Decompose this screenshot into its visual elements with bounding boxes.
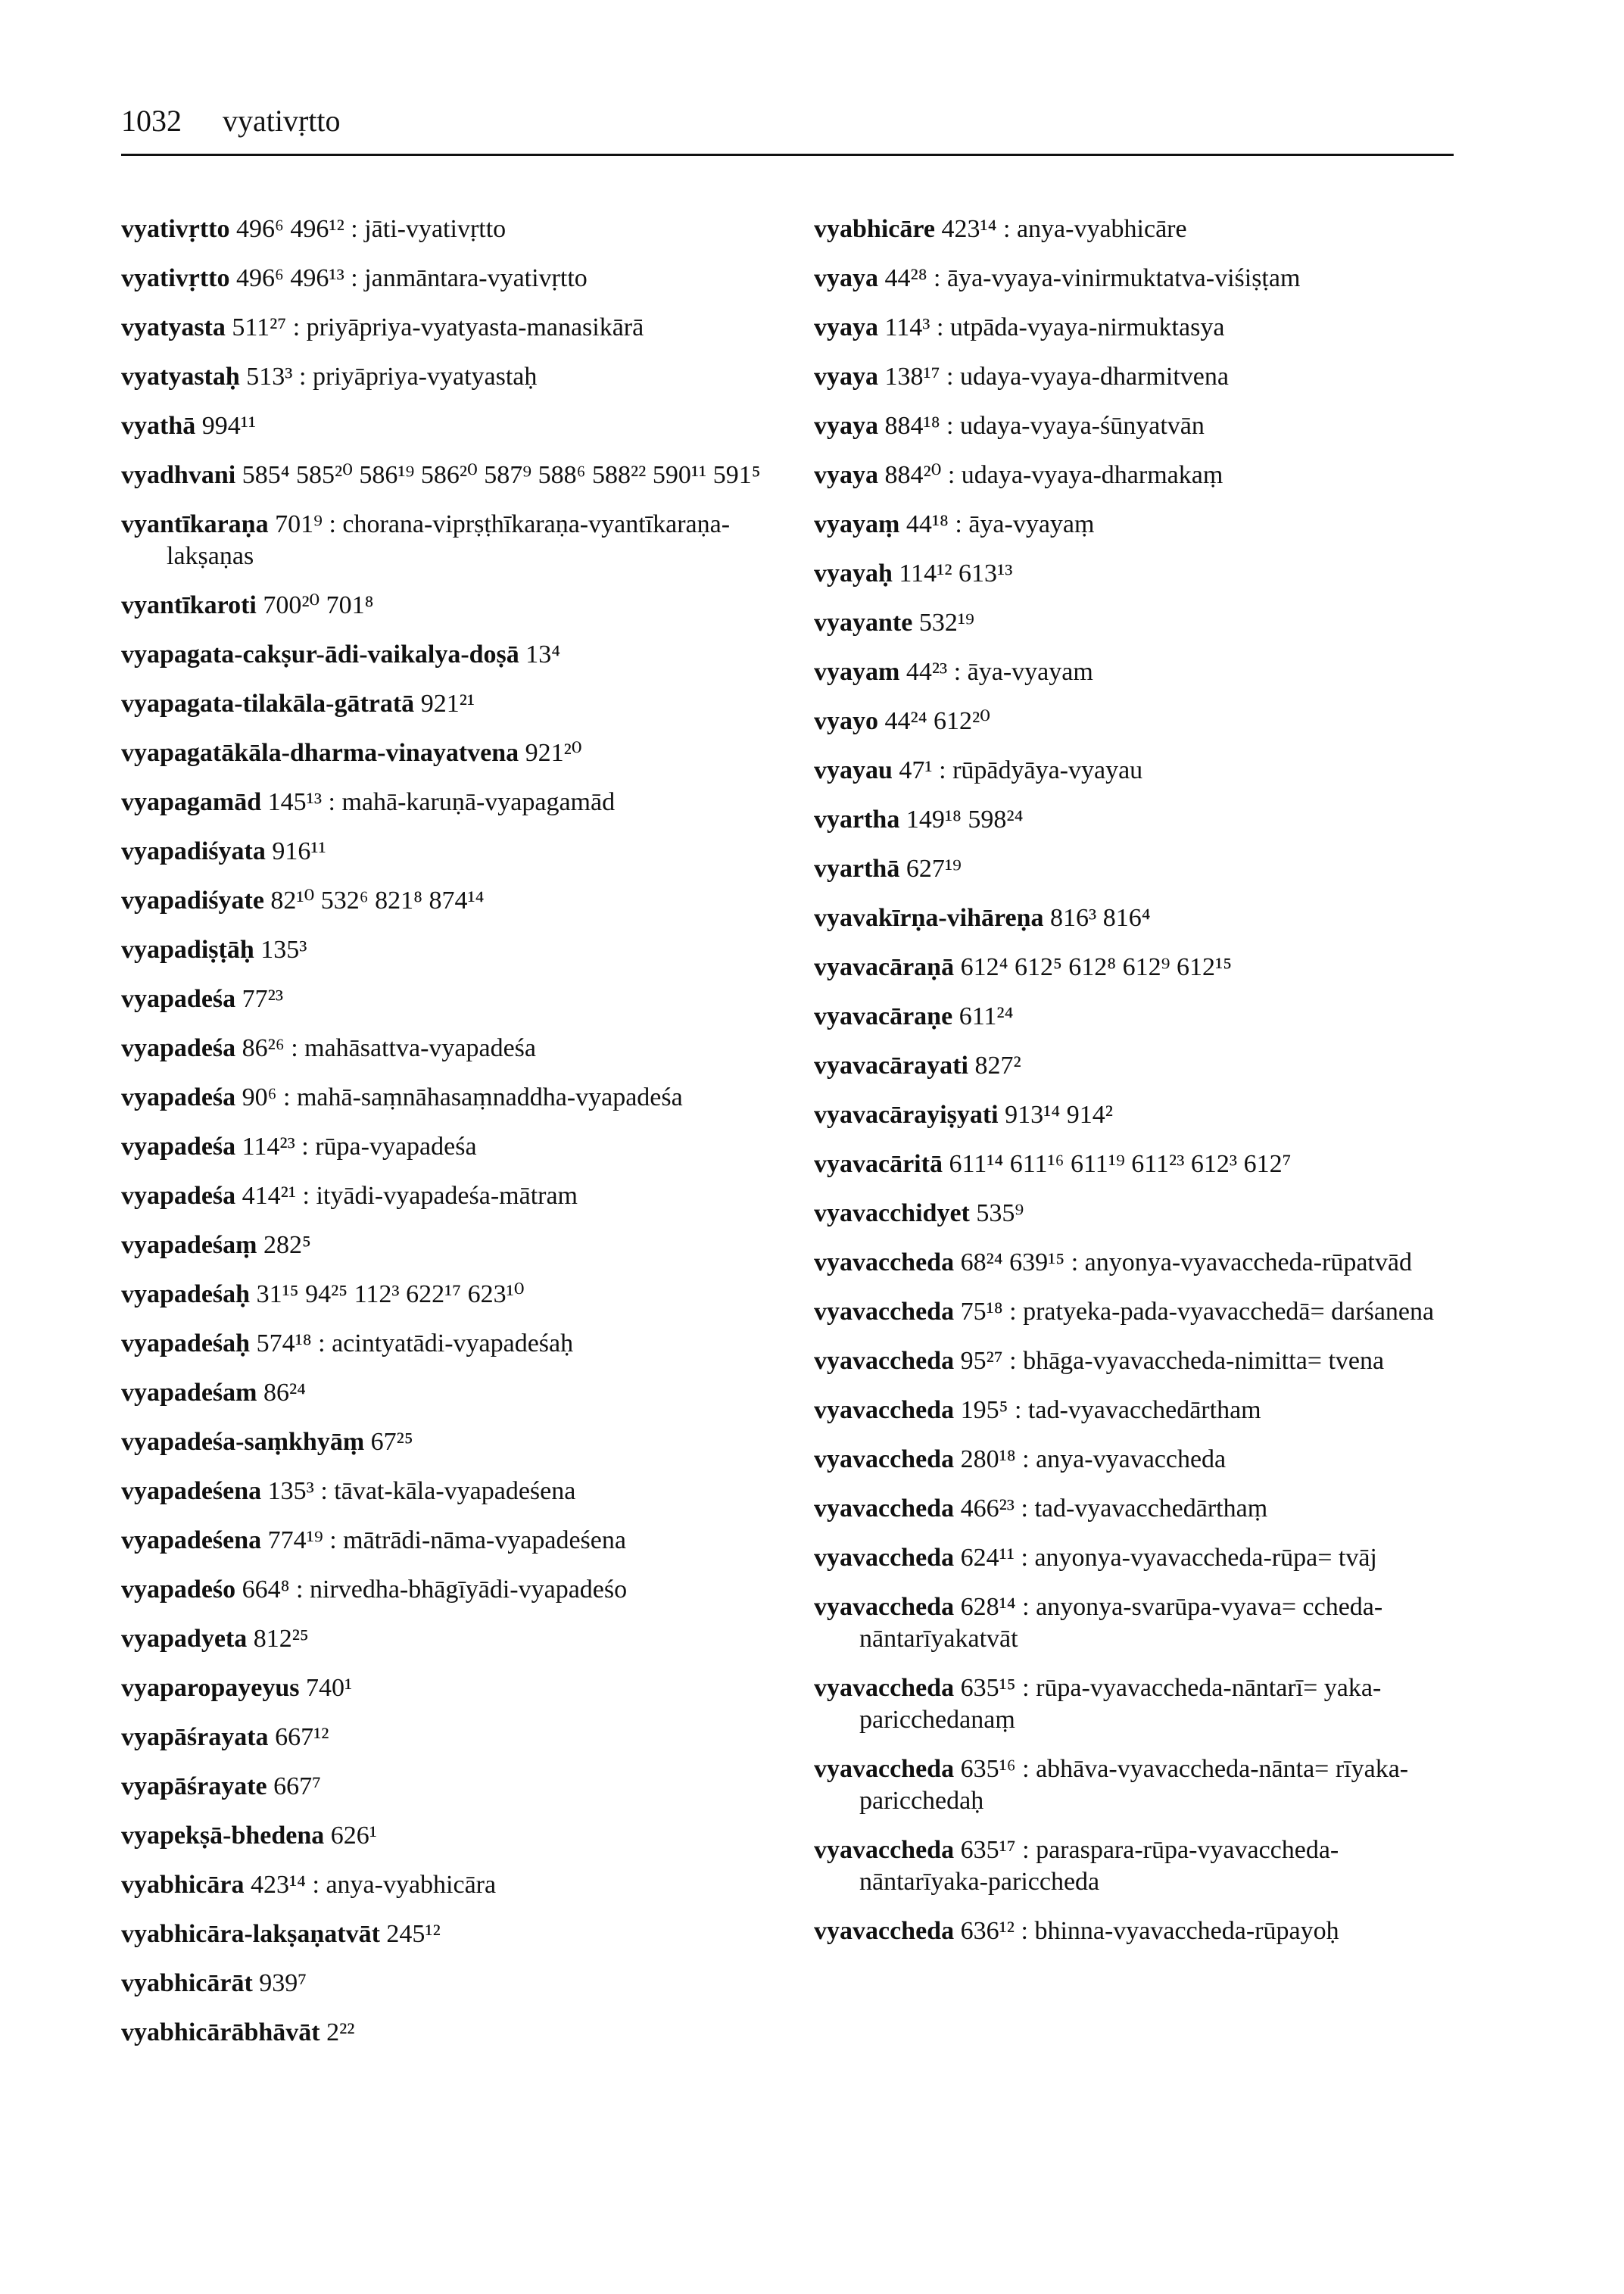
- entry-gloss: udaya-vyaya-dharmakaṃ: [961, 461, 1223, 489]
- entry-headword: vyavaccheda: [814, 1248, 955, 1276]
- index-entry: [814, 1099, 1465, 1131]
- entry-references: 827²: [974, 1052, 1021, 1080]
- entry-references: 740¹: [306, 1674, 353, 1702]
- index-entry: vyabhicāra 423¹⁴ : anya-vyabhicāra: [121, 1871, 497, 1899]
- index-entry: vyaya 138¹⁷ : udaya-vyaya-dharmitvena: [814, 363, 1229, 391]
- left-column: [121, 214, 787, 2066]
- entry-gloss: utpāda-vyaya-nirmuktasya: [949, 313, 1225, 341]
- entry-references: 627¹⁹: [906, 855, 962, 883]
- entry-references: 423¹⁴: [941, 215, 997, 243]
- entry-gloss: ityādi-vyapadeśa-mātram: [316, 1182, 578, 1210]
- entry-references: 245¹²: [386, 1920, 441, 1948]
- entry-headword: vyaya: [814, 461, 878, 489]
- entry-headword: vyapadeśa-saṃkhyāṃ: [121, 1428, 365, 1456]
- entry-references: 812²⁵: [253, 1625, 309, 1653]
- entry-headword: vyabhicāre: [814, 215, 935, 243]
- entry-references: 135³: [260, 936, 307, 964]
- index-entry: [814, 902, 1465, 934]
- index-entry: [121, 934, 787, 966]
- entry-references: 145¹³: [267, 788, 323, 816]
- index-entry: [121, 1279, 787, 1311]
- entry-references: 466²³: [960, 1495, 1015, 1523]
- entry-headword: vyapadeśa: [121, 1034, 236, 1062]
- index-entry: [814, 706, 1465, 737]
- entry-references: 532¹⁹: [918, 609, 974, 637]
- entry-headword: vyapadeśa: [121, 985, 236, 1013]
- entry-gloss: anya-vyabhicāra: [326, 1871, 497, 1899]
- entry-references: 496⁶ 496¹²: [236, 215, 344, 243]
- page-header: [121, 103, 341, 139]
- index-entry: [121, 1968, 787, 1999]
- entry-headword: vyavaccheda: [814, 1544, 955, 1572]
- entry-headword: vyabhicāra-lakṣaṇatvāt: [121, 1920, 380, 1948]
- entry-references: 611²⁴: [959, 1002, 1014, 1030]
- entry-headword: vyapadeśaḥ: [121, 1329, 251, 1357]
- entry-references: 612⁴ 612⁵ 612⁸ 612⁹ 612¹⁵: [960, 953, 1233, 981]
- entry-headword: vyavaccheda: [814, 1396, 955, 1424]
- entry-headword: vyapadiśyate: [121, 887, 264, 915]
- entry-headword: vyapadeśa: [121, 1182, 236, 1210]
- entry-headword: vyaya: [814, 363, 878, 391]
- entry-headword: vyabhicāra: [121, 1871, 245, 1899]
- index-entry: vyavaccheda 75¹⁸ : pratyeka-pada-vyavacchedā= darśanena: [814, 1298, 1435, 1326]
- entry-references: 635¹⁷: [960, 1836, 1016, 1864]
- index-entry: vyavaccheda 280¹⁸ : anya-vyavaccheda: [814, 1445, 1227, 1473]
- entry-gloss: tad-vyavacchedārthaṃ: [1034, 1495, 1268, 1523]
- entry-references: 75¹⁸: [960, 1298, 1003, 1326]
- index-entry: vyavaccheda 95²⁷ : bhāga-vyavaccheda-nimitta= tvena: [814, 1347, 1385, 1375]
- index-entry: vyavaccheda 635¹⁷ : paraspara-rūpa-vyavaccheda-nāntarīyaka-pariccheda: [814, 1836, 1339, 1896]
- index-entry: [121, 2017, 787, 2049]
- running-head: vyativṛtto: [223, 104, 341, 138]
- index-entry: vyapadeśa 114²³ : rūpa-vyapadeśa: [121, 1133, 477, 1161]
- index-entry: vyavaccheda 636¹² : bhinna-vyavaccheda-rūpayoḥ: [814, 1917, 1339, 1945]
- entry-headword: vyatyastaḥ: [121, 363, 240, 391]
- entry-references: 414²¹: [242, 1182, 297, 1210]
- index-entry: vyavaccheda 635¹⁵ : rūpa-vyavaccheda-nāntarī= yaka-paricchedanaṃ: [814, 1674, 1382, 1734]
- entry-headword: vyapadeśo: [121, 1576, 236, 1604]
- index-entry: [121, 1820, 787, 1852]
- entry-gloss: nirvedha-bhāgīyādi-vyapadeśo: [309, 1576, 628, 1604]
- entry-headword: vyativṛtto: [121, 264, 230, 292]
- entry-headword: vyartha: [814, 806, 900, 834]
- entry-headword: vyapāśrayate: [121, 1772, 267, 1800]
- index-entry: [121, 688, 787, 720]
- entry-references: 114²³: [242, 1133, 295, 1161]
- entry-headword: vyapadeśa: [121, 1083, 236, 1111]
- index-entry: vyapadeśa 414²¹ : ityādi-vyapadeśa-mātram: [121, 1182, 578, 1210]
- index-entry: [121, 1426, 787, 1458]
- entry-headword: vyayaḥ: [814, 559, 893, 588]
- entry-gloss: udaya-vyaya-dharmitvena: [960, 363, 1229, 391]
- entry-references: 884²⁰: [884, 461, 942, 489]
- entry-headword: vyavacārayati: [814, 1052, 968, 1080]
- entry-headword: vyaya: [814, 264, 878, 292]
- entry-references: 916¹¹: [272, 837, 326, 865]
- entry-headword: vyabhicārāt: [121, 1969, 253, 1997]
- entry-gloss: anyonya-vyavaccheda-rūpa= tvāj: [1034, 1544, 1377, 1572]
- entry-references: 939⁷: [259, 1969, 307, 1997]
- index-entry: vyavaccheda 195⁵ : tad-vyavacchedārtham: [814, 1396, 1261, 1424]
- entry-references: 82¹⁰ 532⁶ 821⁸ 874¹⁴: [270, 887, 485, 915]
- index-entry: vyaya 884¹⁸ : udaya-vyaya-śūnyatvān: [814, 412, 1205, 440]
- entry-headword: vyapadeśaṃ: [121, 1231, 257, 1259]
- index-entry: [121, 1672, 787, 1704]
- entry-gloss: udaya-vyaya-śūnyatvān: [960, 412, 1205, 440]
- entry-references: 585⁴ 585²⁰ 586¹⁹ 586²⁰ 587⁹ 588⁶ 588²² 590¹¹ 591⁵: [242, 461, 761, 489]
- entry-headword: vyayaṃ: [814, 510, 900, 538]
- entry-references: 44²³: [906, 658, 948, 686]
- entry-references: 95²⁷: [960, 1347, 1003, 1375]
- entry-headword: vyavaccheda: [814, 1445, 955, 1473]
- entry-references: 67²⁵: [370, 1428, 413, 1456]
- entry-gloss: priyāpriya-vyatyasta-manasikārā: [306, 313, 644, 341]
- header-rule: [121, 154, 1454, 156]
- index-entry: [121, 737, 787, 769]
- entry-references: 135³: [267, 1477, 314, 1505]
- entry-gloss: tāvat-kāla-vyapadeśena: [334, 1477, 576, 1505]
- entry-references: 44¹⁸: [906, 510, 949, 538]
- index-entry: vyapadeśa 86²⁶ : mahāsattva-vyapadeśa: [121, 1034, 536, 1062]
- entry-gloss: rūpa-vyavaccheda-nāntarī= yaka-paricchedanaṃ: [859, 1674, 1382, 1734]
- index-entry: vyapadeśena 774¹⁹ : mātrādi-nāma-vyapadeśena: [121, 1526, 626, 1554]
- index-entry: vyapadeśo 664⁸ : nirvedha-bhāgīyādi-vyapadeśo: [121, 1576, 628, 1604]
- index-entry: vyapadeśena 135³ : tāvat-kāla-vyapadeśena: [121, 1477, 576, 1505]
- entry-references: 626¹: [330, 1822, 377, 1850]
- entry-headword: vyantīkaroti: [121, 591, 257, 619]
- entry-gloss: rūpa-vyapadeśa: [315, 1133, 477, 1161]
- entry-headword: vyavacāraṇe: [814, 1002, 953, 1030]
- entry-headword: vyavaccheda: [814, 1836, 955, 1864]
- index-entry: [121, 590, 787, 622]
- entry-references: 624¹¹: [960, 1544, 1015, 1572]
- index-entry: [814, 1001, 1465, 1033]
- index-entry: vyaya 884²⁰ : udaya-vyaya-dharmakaṃ: [814, 461, 1223, 489]
- entry-references: 90⁶: [242, 1083, 277, 1111]
- entry-gloss: pratyeka-pada-vyavacchedā= darśanena: [1023, 1298, 1435, 1326]
- entry-headword: vyavacchidyet: [814, 1199, 970, 1227]
- entry-gloss: anyonya-vyavaccheda-rūpatvād: [1084, 1248, 1412, 1276]
- entry-references: 884¹⁸: [884, 412, 940, 440]
- index-entry: [121, 983, 787, 1015]
- entry-headword: vyaparopayeyus: [121, 1674, 300, 1702]
- index-entry: vyapagamād 145¹³ : mahā-karuṇā-vyapagamād: [121, 788, 616, 816]
- entry-gloss: āya-vyaya-vinirmuktatva-viśiṣṭam: [947, 264, 1301, 292]
- entry-headword: vyavaccheda: [814, 1298, 955, 1326]
- entry-gloss: mahā-saṃnāhasaṃnaddha-vyapadeśa: [296, 1083, 683, 1111]
- entry-references: 513³: [246, 363, 293, 391]
- entry-references: 921²⁰: [525, 739, 582, 767]
- entry-references: 913¹⁴ 914²: [1005, 1101, 1113, 1129]
- entry-headword: vyavacāritā: [814, 1150, 943, 1178]
- entry-headword: vyapāśrayata: [121, 1723, 269, 1751]
- index-entry: [121, 460, 787, 491]
- entry-gloss: acintyatādi-vyapadeśaḥ: [332, 1329, 574, 1357]
- index-entry: [121, 1230, 787, 1261]
- index-entry: [121, 1722, 787, 1753]
- entry-headword: vyavacāraṇā: [814, 953, 955, 981]
- entry-references: 774¹⁹: [267, 1526, 323, 1554]
- entry-references: 31¹⁵ 94²⁵ 112³ 622¹⁷ 623¹⁰: [256, 1280, 525, 1308]
- entry-gloss: rūpādyāya-vyayau: [952, 756, 1143, 784]
- entry-headword: vyabhicārābhāvāt: [121, 2018, 320, 2046]
- entry-headword: vyavaccheda: [814, 1495, 955, 1523]
- index-entry: [814, 1050, 1465, 1082]
- entry-gloss: bhinna-vyavaccheda-rūpayoḥ: [1034, 1917, 1339, 1945]
- entry-gloss: chorana-viprṣṭhīkaraṇa-vyantīkaraṇa-lakṣaṇas: [167, 510, 731, 570]
- index-entry: vyantīkaraṇa 701⁹ : chorana-viprṣṭhīkaraṇa-vyantīkaraṇa-lakṣaṇas: [121, 510, 731, 570]
- index-entry: [121, 1771, 787, 1803]
- entry-headword: vyavaccheda: [814, 1755, 955, 1783]
- entry-references: 667⁷: [273, 1772, 322, 1800]
- index-entry: vyavaccheda 635¹⁶ : abhāva-vyavaccheda-nānta= rīyaka-paricchedaḥ: [814, 1755, 1409, 1815]
- index-entry: vyapadeśaḥ 574¹⁸ : acintyatādi-vyapadeśaḥ: [121, 1329, 574, 1357]
- index-entry: vyatyastaḥ 513³ : priyāpriya-vyatyastaḥ: [121, 363, 538, 391]
- entry-references: 114³: [884, 313, 930, 341]
- index-entry: [121, 885, 787, 917]
- index-entry: vyavaccheda 466²³ : tad-vyavacchedārthaṃ: [814, 1495, 1268, 1523]
- entry-gloss: abhāva-vyavaccheda-nānta= rīyaka-paricchedaḥ: [859, 1755, 1409, 1815]
- entry-references: 511²⁷: [232, 313, 287, 341]
- index-entry: vyaya 114³ : utpāda-vyaya-nirmuktasya: [814, 313, 1225, 341]
- entry-references: 921²¹: [420, 690, 475, 718]
- entry-headword: vyapadeśam: [121, 1379, 257, 1407]
- entry-gloss: mahā-karuṇā-vyapagamād: [341, 788, 616, 816]
- entry-gloss: paraspara-rūpa-vyavaccheda-nāntarīyaka-pariccheda: [859, 1836, 1339, 1896]
- entry-references: 44²⁸: [884, 264, 927, 292]
- entry-headword: vyavaccheda: [814, 1347, 955, 1375]
- entry-headword: vyavaccheda: [814, 1917, 955, 1945]
- entry-references: 635¹⁶: [960, 1755, 1016, 1783]
- entry-headword: vyapekṣā-bhedena: [121, 1822, 325, 1850]
- index-entry: vyavaccheda 624¹¹ : anyonya-vyavaccheda-rūpa= tvāj: [814, 1544, 1377, 1572]
- entry-headword: vyapagatākāla-dharma-vinayatvena: [121, 739, 519, 767]
- entry-references: 636¹²: [960, 1917, 1015, 1945]
- entry-references: 611¹⁴ 611¹⁶ 611¹⁹ 611²³ 612³ 612⁷: [949, 1150, 1292, 1178]
- index-entry: [121, 1918, 787, 1950]
- index-entry: [814, 853, 1465, 885]
- index-entry: [121, 836, 787, 868]
- entry-headword: vyayau: [814, 756, 893, 784]
- entry-gloss: janmāntara-vyativṛtto: [364, 264, 588, 292]
- index-entry: [121, 1377, 787, 1409]
- entry-headword: vyapagamād: [121, 788, 262, 816]
- index-entry: [814, 804, 1465, 836]
- entry-references: 574¹⁸: [256, 1329, 312, 1357]
- entry-references: 68²⁴ 639¹⁵: [960, 1248, 1065, 1276]
- index-entry: [814, 1198, 1465, 1230]
- entry-headword: vyavaccheda: [814, 1674, 955, 1702]
- entry-headword: vyapadeśena: [121, 1477, 262, 1505]
- entry-gloss: priyāpriya-vyatyastaḥ: [312, 363, 538, 391]
- entry-gloss: anya-vyabhicāre: [1016, 215, 1187, 243]
- right-column: [814, 214, 1465, 1965]
- entry-headword: vyavaccheda: [814, 1593, 955, 1621]
- entry-headword: vyadhvani: [121, 461, 236, 489]
- entry-headword: vyativṛtto: [121, 215, 230, 243]
- entry-headword: vyayante: [814, 609, 913, 637]
- entry-references: 282⁵: [263, 1231, 311, 1259]
- index-entry: vyayam 44²³ : āya-vyayam: [814, 658, 1093, 686]
- entry-references: 195⁵: [960, 1396, 1008, 1424]
- index-entry: [121, 639, 787, 671]
- index-entry: vyabhicāre 423¹⁴ : anya-vyabhicāre: [814, 215, 1187, 243]
- entry-references: 994¹¹: [201, 412, 257, 440]
- index-entry: [814, 607, 1465, 639]
- entry-headword: vyarthā: [814, 855, 900, 883]
- index-entry: vyaya 44²⁸ : āya-vyaya-vinirmuktatva-viśiṣṭam: [814, 264, 1301, 292]
- entry-references: 13⁴: [525, 641, 561, 669]
- entry-headword: vyavacārayiṣyati: [814, 1101, 999, 1129]
- entry-references: 701⁹: [275, 510, 323, 538]
- entry-headword: vyantīkaraṇa: [121, 510, 269, 538]
- index-entry: vyavaccheda 68²⁴ 639¹⁵ : anyonya-vyavaccheda-rūpatvād: [814, 1248, 1412, 1276]
- index-entry: vyavaccheda 628¹⁴ : anyonya-svarūpa-vyava= ccheda-nāntarīyakatvāt: [814, 1593, 1383, 1653]
- entry-headword: vyapadeśaḥ: [121, 1280, 251, 1308]
- entry-headword: vyapagata-tilakāla-gātratā: [121, 690, 415, 718]
- index-entry: vyativṛtto 496⁶ 496¹² : jāti-vyativṛtto: [121, 215, 507, 243]
- entry-headword: vyapadiśyata: [121, 837, 266, 865]
- entry-gloss: āya-vyayaṃ: [968, 510, 1095, 538]
- entry-references: 628¹⁴: [960, 1593, 1016, 1621]
- index-entry: vyatyasta 511²⁷ : priyāpriya-vyatyasta-manasikārā: [121, 313, 644, 341]
- entry-gloss: mātrādi-nāma-vyapadeśena: [343, 1526, 626, 1554]
- entry-gloss: bhāga-vyavaccheda-nimitta= tvena: [1023, 1347, 1385, 1375]
- entry-headword: vyapadyeta: [121, 1625, 248, 1653]
- entry-headword: vyatyasta: [121, 313, 226, 341]
- index-entry: vyativṛtto 496⁶ 496¹³ : janmāntara-vyativṛtto: [121, 264, 588, 292]
- index-entry: [814, 952, 1465, 983]
- entry-gloss: tad-vyavacchedārtham: [1027, 1396, 1261, 1424]
- page-number: 1032: [121, 104, 182, 138]
- entry-headword: vyathā: [121, 412, 196, 440]
- entry-gloss: anyonya-svarūpa-vyava= ccheda-nāntarīyakatvāt: [859, 1593, 1383, 1653]
- entry-references: 86²⁴: [263, 1379, 307, 1407]
- entry-references: 138¹⁷: [884, 363, 940, 391]
- entry-gloss: āya-vyayam: [967, 658, 1093, 686]
- entry-references: 149¹⁸ 598²⁴: [906, 806, 1024, 834]
- entry-references: 496⁶ 496¹³: [236, 264, 344, 292]
- entry-gloss: anya-vyavaccheda: [1036, 1445, 1227, 1473]
- index-entry: vyayaṃ 44¹⁸ : āya-vyayaṃ: [814, 510, 1095, 538]
- entry-references: 280¹⁸: [960, 1445, 1016, 1473]
- entry-gloss: jāti-vyativṛtto: [364, 215, 507, 243]
- index-entry: [814, 1149, 1465, 1180]
- index-entry: vyayau 47¹ : rūpādyāya-vyayau: [814, 756, 1143, 784]
- entry-references: 77²³: [242, 985, 284, 1013]
- entry-references: 535⁹: [976, 1199, 1024, 1227]
- entry-headword: vyapadiṣṭāḥ: [121, 936, 254, 964]
- entry-headword: vyaya: [814, 313, 878, 341]
- entry-references: 664⁸: [242, 1576, 290, 1604]
- index-entry: [814, 558, 1465, 590]
- entry-references: 635¹⁵: [960, 1674, 1016, 1702]
- entry-headword: vyapagata-cakṣur-ādi-vaikalya-doṣā: [121, 641, 519, 669]
- entry-references: 2²²: [326, 2018, 355, 2046]
- index-entry: [121, 1623, 787, 1655]
- entry-references: 816³ 816⁴: [1050, 904, 1151, 932]
- entry-references: 667¹²: [275, 1723, 329, 1751]
- entry-headword: vyapadeśa: [121, 1133, 236, 1161]
- entry-references: 86²⁶: [242, 1034, 285, 1062]
- entry-references: 47¹: [899, 756, 933, 784]
- entry-headword: vyayo: [814, 707, 878, 735]
- entry-headword: vyayam: [814, 658, 900, 686]
- entry-headword: vyapadeśena: [121, 1526, 262, 1554]
- entry-headword: vyavakīrṇa-vihāreṇa: [814, 904, 1044, 932]
- entry-gloss: mahāsattva-vyapadeśa: [304, 1034, 536, 1062]
- entry-references: 423¹⁴: [250, 1871, 306, 1899]
- entry-references: 44²⁴ 612²⁰: [884, 707, 990, 735]
- entry-headword: vyaya: [814, 412, 878, 440]
- entry-references: 700²⁰ 701⁸: [263, 591, 374, 619]
- index-entry: vyapadeśa 90⁶ : mahā-saṃnāhasaṃnaddha-vyapadeśa: [121, 1083, 683, 1111]
- index-entry: [121, 410, 787, 442]
- entry-references: 114¹² 613¹³: [899, 559, 1013, 588]
